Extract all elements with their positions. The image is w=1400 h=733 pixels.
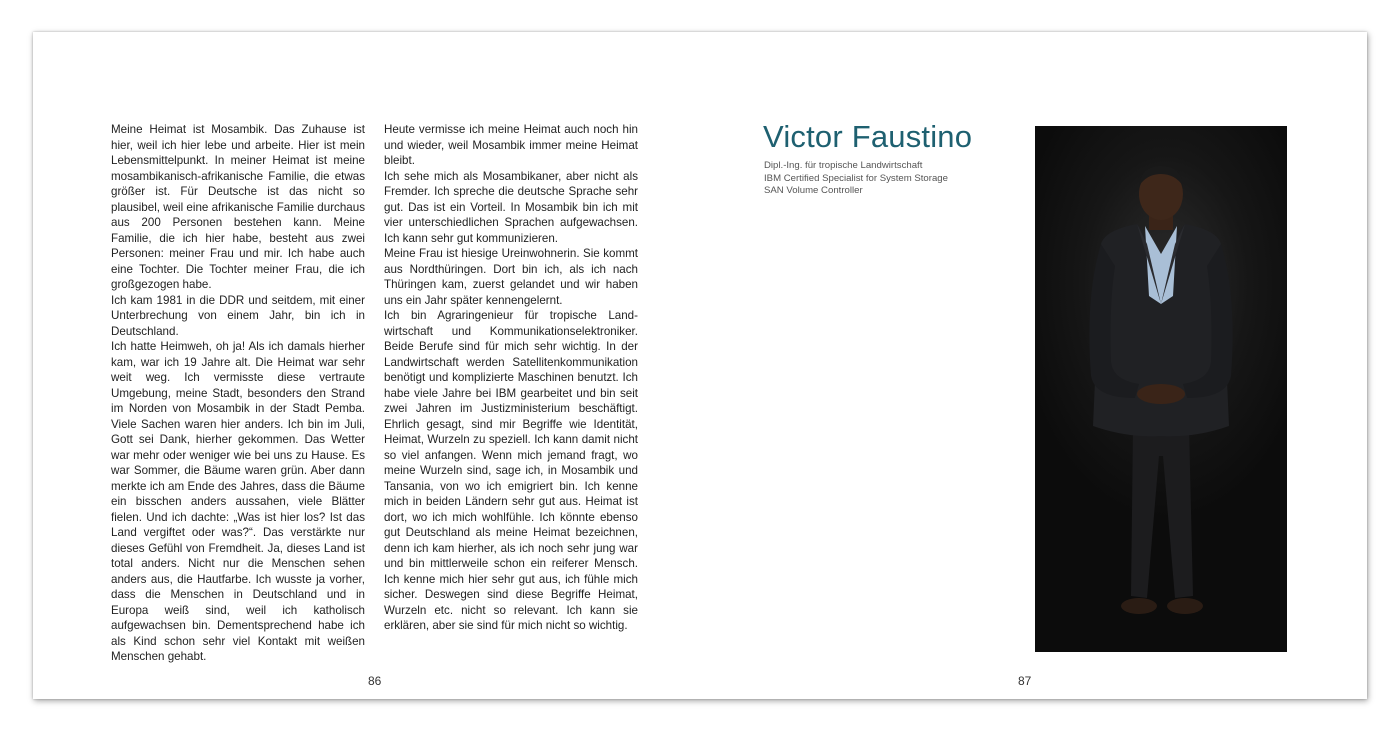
paragraph: Ich hatte Heimweh, oh ja! Als ich damals hierher kam, war ich 19 Jahre alt. Die Heimat war sehr weit weg. Ich vermisste diese vertraute Umgebung, meine Stadt, besonders den Strand im Norden von Mosambik in der Stadt Pemba. Viele Sachen waren hier anders. Ich bin im Juli, Gott sei Dank, hierher gekommen. Das Wetter war mehr oder weniger wie bei uns zu Hause. Es war Sommer, die Bäume waren grün. Aber dann merkte ich am Ende des Jahres, dass die Bäume ein bisschen anders aussahen, viele Blätter fielen. Und ich dachte: „Was ist hier los? Ist das Land vergiftet oder was?“. Das verstärkte nur dieses Gefühl von Fremdheit. Ja, dieses Land ist total anders. Nicht nur die Menschen sehen anders aus, die Hautfarbe. Ich wusste ja vorher, dass die Menschen in Deutschland und in Europa weiß sind, weil ich katholisch aufgewachsen bin. Dementsprechend habe ich als Kind schon sehr viel Kontakt mit weißen Menschen gehabt. — [111, 340, 365, 663]
role-line: IBM Certified Specialist for System Storage — [764, 172, 948, 184]
page-number-right: 87 — [1018, 674, 1032, 688]
paragraph: Heute vermisse ich meine Heimat auch noch hin und wieder, weil Mosambik immer meine Heimat bleibt. — [384, 123, 638, 167]
portrait-figure — [1035, 126, 1287, 652]
page-number-left: 86 — [368, 674, 382, 688]
role-line: SAN Volume Controller — [764, 185, 863, 196]
paragraph: Ich sehe mich als Mosambikaner, aber nicht als Fremder. Ich spreche die deutsche Sprache sehr gut. Das ist ein Vorteil. In Mosambik bin ich mit vier unterschiedlichen Sprachen aufgewachsen. Ich kann sehr gut kommunizieren. — [384, 169, 638, 245]
person-name: Victor Faustino — [763, 119, 973, 154]
role-line: Dipl.-Ing. für tropische Landwirtschaft — [764, 160, 923, 171]
paragraph: Ich bin Agraringenieur für tropische Landwirtschaft und Kommunikationselektroniker. Beide Berufe sind für mich sehr wichtig. In der Landwirtschaft werden Satellitenkommunikation benötigt und komplizierte Maschinen benutzt. Ich habe viele Jahre bei IBM gearbeitet und bin seit zwei Jahren im Justizministerium beschäftigt. Ehrlich gesagt, sind mir Begriffe wie Identität, Heimat, Wurzeln zu speziell. Ich kann damit nicht so viel anfangen. Wenn mich jemand fragt, wo meine Wurzeln sind, sage ich, in Mosambik und Tansania, von wo ich emigriert bin. Ich kenne mich in beiden Ländern sehr gut aus. Heimat ist dort, wo ich mich wohlfühle. Ich könnte ebenso gut Deutschland als meine Heimat bezeichnen, denn ich kam hierher, als ich noch sehr jung war und bin mittlerweile schon ein reiferer Mensch. Ich kenne mich hier sehr gut aus, ich fühle mich sicher. Deswegen sind diese Begriffe Heimat, Wurzeln etc. nicht so relevant. Ich kann sie erklären, aber sie sind für mich nicht so wichtig. — [384, 309, 638, 632]
book-spread — [33, 32, 1367, 699]
paragraph: Meine Frau ist hiesige Ureinwohnerin. Sie kommt aus Nordthüringen. Dort bin ich, als ich nach Thüringen kam, zuerst gelandet und wir haben uns ein Jahr später kennengelernt. — [384, 247, 638, 307]
portrait-photo — [1035, 126, 1287, 652]
person-roles — [764, 160, 948, 198]
paragraph: Ich kam 1981 in die DDR und seitdem, mit einer Unterbrechung von einem Jahr, bin ich in Deutschland. — [111, 293, 365, 338]
middle-text-column — [384, 122, 638, 634]
left-text-column — [111, 122, 365, 665]
paragraph: Meine Heimat ist Mosambik. Das Zuhause ist hier, weil ich hier lebe und arbeite. Hier ist mein Lebensmittelpunkt. In meiner Heimat ist meine mosambikanisch-afrikanische Familie, die etwas größer ist. Für Deutsche ist das nicht so plausibel, weil eine afrikanische Familie durchaus aus 200 Personen bestehen kann. Meine Familie, die ich hier habe, besteht aus zwei Personen: meiner Frau und mir. Ich habe auch eine Tochter. Die Tochter meiner Frau, die ich großgezogen habe. — [111, 123, 365, 291]
